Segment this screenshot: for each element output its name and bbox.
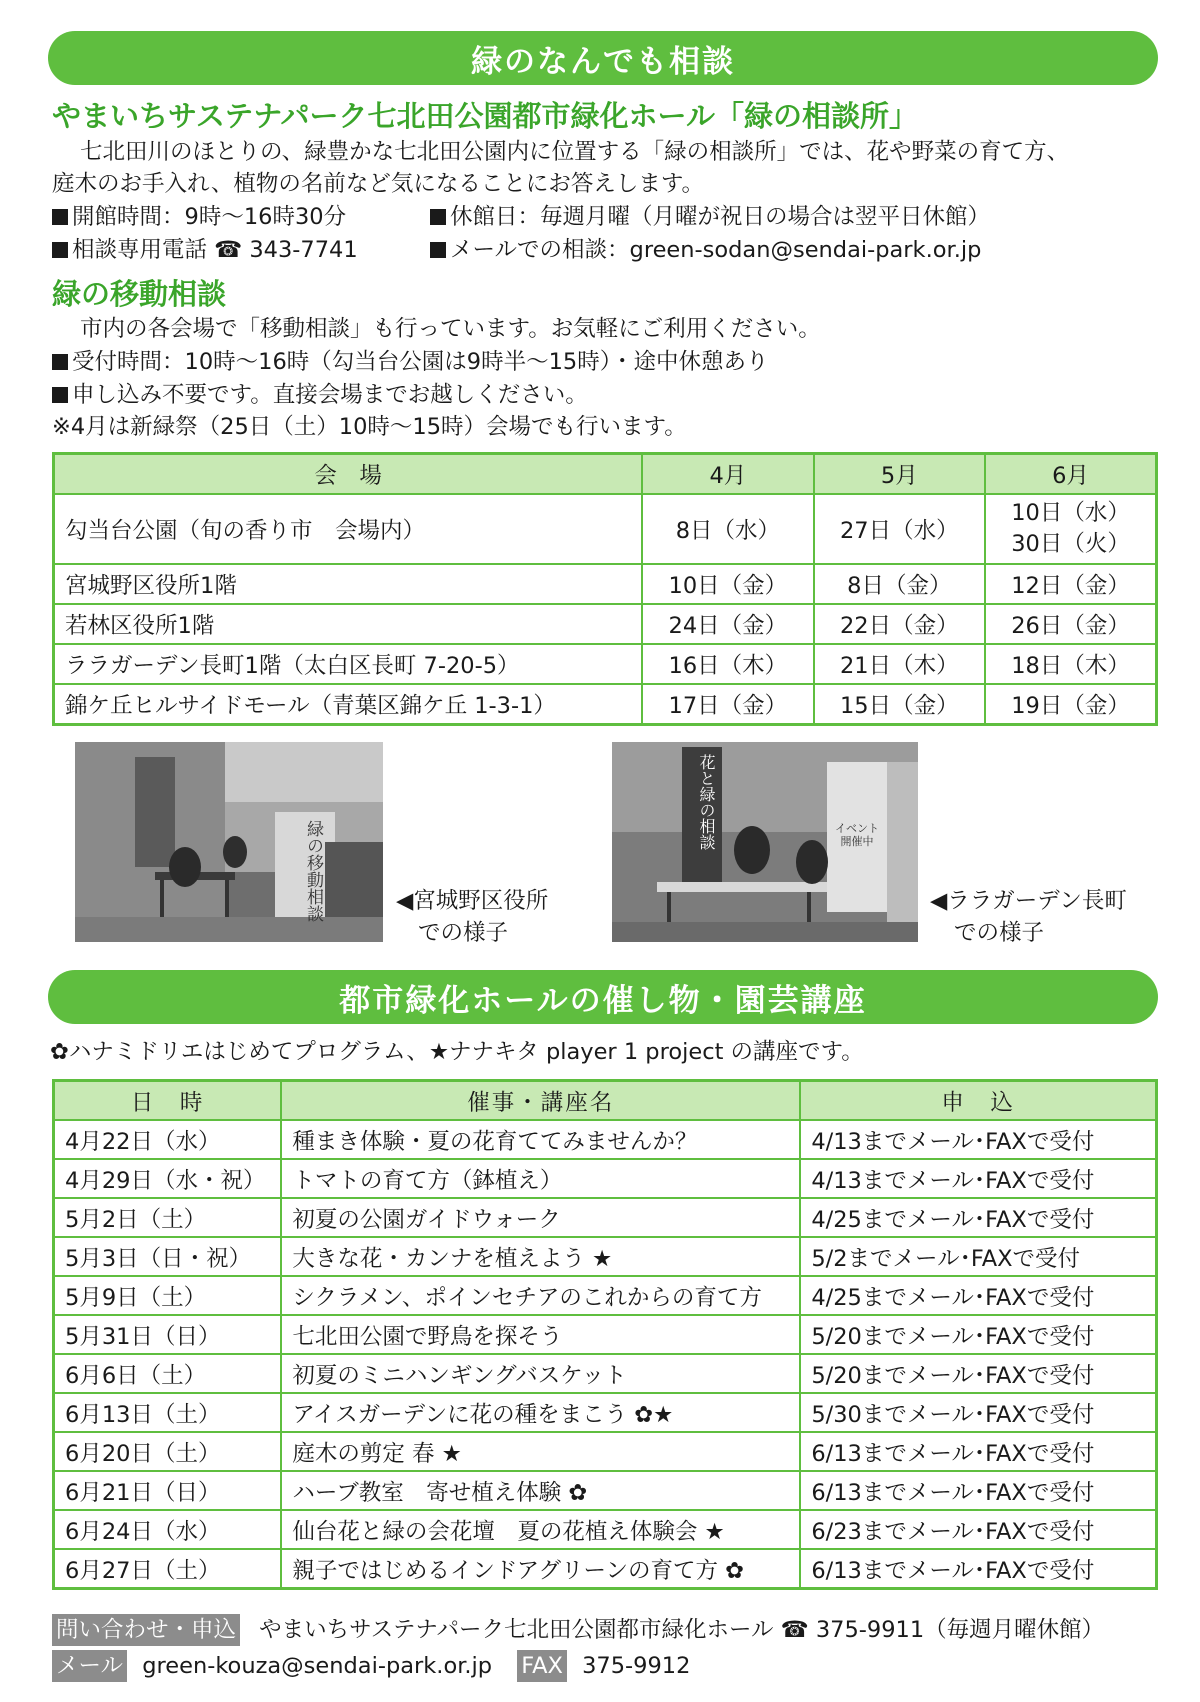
event-name: 庭木の剪定 春 ★ bbox=[281, 1432, 800, 1471]
date-cell: 19日（金） bbox=[985, 684, 1156, 725]
photo2-caption-2: での様子 bbox=[954, 920, 1045, 946]
mobile-hours-line bbox=[52, 346, 768, 378]
photo1-sign-text: 緑の移動相談 bbox=[303, 820, 323, 922]
date-line: 30日（火） bbox=[1011, 531, 1130, 557]
date-cell: 10日（金） bbox=[642, 564, 813, 604]
event-name: 初夏のミニハンギングバスケット bbox=[281, 1354, 800, 1393]
event-name: 七北田公園で野鳥を探そう bbox=[281, 1315, 800, 1354]
photo-miyagino bbox=[75, 742, 383, 942]
event-name: 仙台花と緑の会花壇 夏の花植え体験会 ★ bbox=[281, 1510, 800, 1549]
date-cell: 8日（金） bbox=[814, 564, 985, 604]
column-header: 催事・講座名 bbox=[281, 1081, 800, 1121]
bullet-square-icon bbox=[52, 209, 68, 225]
section-banner-consult: 緑のなんでも相談 bbox=[48, 31, 1158, 85]
event-apply: 5/30までメール･FAXで受付 bbox=[800, 1393, 1156, 1432]
event-date: 5月9日（土） bbox=[54, 1276, 282, 1315]
section-banner-events: 都市緑化ホールの催し物・園芸講座 bbox=[48, 970, 1158, 1024]
table-row bbox=[54, 684, 1157, 725]
photo1-caption-1: ◀宮城野区役所 bbox=[396, 888, 549, 914]
event-apply: 6/13までメール･FAXで受付 bbox=[800, 1432, 1156, 1471]
date-cell-multi bbox=[985, 494, 1156, 564]
table-row bbox=[54, 494, 1157, 564]
table-header-row bbox=[54, 1081, 1157, 1121]
table-row bbox=[54, 1159, 1157, 1198]
date-cell: 12日（金） bbox=[985, 564, 1156, 604]
date-line: 10日（水） bbox=[1011, 500, 1130, 526]
venue-cell: 宮城野区役所1階 bbox=[54, 564, 643, 604]
bullet-square-icon bbox=[52, 242, 68, 258]
venue-cell: 若林区役所1階 bbox=[54, 604, 643, 644]
date-cell: 22日（金） bbox=[814, 604, 985, 644]
mobile-hours: 受付時間：10時～16時（勾当台公園は9時半～15時）・途中休憩あり bbox=[72, 349, 769, 375]
event-date: 6月13日（土） bbox=[54, 1393, 282, 1432]
fax-number: 375-9912 bbox=[582, 1653, 691, 1679]
phone-line bbox=[52, 234, 358, 266]
photo-lalagarden bbox=[612, 742, 918, 942]
event-name: 親子ではじめるインドアグリーンの育て方 ✿ bbox=[281, 1549, 800, 1589]
table-row bbox=[54, 1471, 1157, 1510]
event-name: 種まき体験・夏の花育ててみませんか？ bbox=[281, 1120, 800, 1159]
opening-hours: 開館時間：9時～16時30分 bbox=[72, 204, 347, 230]
table-header-row bbox=[54, 454, 1157, 495]
event-date: 6月21日（日） bbox=[54, 1471, 282, 1510]
date-cell: 18日（木） bbox=[985, 644, 1156, 684]
mobile-consult-title: 緑の移動相談 bbox=[52, 277, 227, 311]
bullet-square-icon bbox=[430, 209, 446, 225]
mail-label: メール bbox=[52, 1650, 127, 1682]
fax-label: FAX bbox=[517, 1650, 567, 1682]
column-header: 会 場 bbox=[54, 454, 643, 495]
date-cell: 17日（金） bbox=[642, 684, 813, 725]
event-apply: 4/13までメール･FAXで受付 bbox=[800, 1120, 1156, 1159]
table-row bbox=[54, 644, 1157, 684]
event-name: トマトの育て方（鉢植え） bbox=[281, 1159, 800, 1198]
table-row bbox=[54, 1354, 1157, 1393]
event-apply: 5/2までメール･FAXで受付 bbox=[800, 1237, 1156, 1276]
event-date: 4月22日（水） bbox=[54, 1120, 282, 1159]
bullet-square-icon bbox=[52, 354, 68, 370]
event-date: 6月27日（土） bbox=[54, 1549, 282, 1589]
column-header: 日 時 bbox=[54, 1081, 282, 1121]
date-cell: 21日（木） bbox=[814, 644, 985, 684]
event-date: 6月24日（水） bbox=[54, 1510, 282, 1549]
event-apply: 4/25までメール･FAXで受付 bbox=[800, 1276, 1156, 1315]
no-booking-line bbox=[52, 379, 588, 411]
table-row bbox=[54, 1198, 1157, 1237]
photo-miyagino-illustration bbox=[75, 742, 383, 942]
mobile-venue-table bbox=[52, 452, 1158, 726]
events-table bbox=[52, 1079, 1158, 1590]
table-row bbox=[54, 1276, 1157, 1315]
date-cell: 27日（水） bbox=[814, 494, 985, 564]
venue-cell: 勾当台公園（旬の香り市 会場内） bbox=[54, 494, 643, 564]
date-cell: 15日（金） bbox=[814, 684, 985, 725]
consult-intro-1: 七北田川のほとりの、緑豊かな七北田公園内に位置する「緑の相談所」では、花や野菜の育て方、 bbox=[80, 139, 1070, 165]
event-date: 4月29日（水・祝） bbox=[54, 1159, 282, 1198]
bullet-square-icon bbox=[430, 242, 446, 258]
event-apply: 5/20までメール･FAXで受付 bbox=[800, 1315, 1156, 1354]
event-apply: 5/20までメール･FAXで受付 bbox=[800, 1354, 1156, 1393]
events-legend: ✿ハナミドリエはじめてプログラム、★ナナキタ player 1 project の講座です。 bbox=[50, 1039, 864, 1065]
event-apply: 4/13までメール･FAXで受付 bbox=[800, 1159, 1156, 1198]
closed-line bbox=[430, 201, 990, 233]
date-cell: 24日（金） bbox=[642, 604, 813, 644]
date-cell: 16日（木） bbox=[642, 644, 813, 684]
email-line bbox=[430, 234, 981, 266]
date-cell: 8日（水） bbox=[642, 494, 813, 564]
table-row bbox=[54, 1315, 1157, 1354]
hours-line bbox=[52, 201, 346, 233]
table-row bbox=[54, 1510, 1157, 1549]
event-apply: 6/13までメール･FAXで受付 bbox=[800, 1471, 1156, 1510]
photo2-caption-1: ◀ララガーデン長町 bbox=[930, 888, 1127, 914]
consult-title: やまいちサステナパーク七北田公園都市緑化ホール「緑の相談所」 bbox=[52, 99, 918, 133]
table-row bbox=[54, 1393, 1157, 1432]
column-header: 5月 bbox=[814, 454, 985, 495]
table-row bbox=[54, 1237, 1157, 1276]
event-apply: 6/23までメール･FAXで受付 bbox=[800, 1510, 1156, 1549]
event-name: アイスガーデンに花の種をまこう ✿★ bbox=[281, 1393, 800, 1432]
date-cell: 26日（金） bbox=[985, 604, 1156, 644]
table-row bbox=[54, 1432, 1157, 1471]
photo2-sign-text: 花と緑の相談 bbox=[697, 754, 716, 850]
column-header: 申 込 bbox=[800, 1081, 1156, 1121]
mail-address[interactable]: green-kouza@sendai-park.or.jp bbox=[142, 1653, 493, 1679]
consult-phone: 相談専用電話 ☎ 343-7741 bbox=[72, 237, 358, 263]
mail-fax-line bbox=[52, 1650, 690, 1682]
event-date: 6月20日（土） bbox=[54, 1432, 282, 1471]
column-header: 6月 bbox=[985, 454, 1156, 495]
event-date: 6月6日（土） bbox=[54, 1354, 282, 1393]
no-booking: 申し込み不要です。直接会場までお越しください。 bbox=[72, 382, 588, 408]
event-name: 大きな花・カンナを植えよう ★ bbox=[281, 1237, 800, 1276]
inquiry-line bbox=[52, 1614, 1104, 1646]
inquiry-text: やまいちサステナパーク七北田公園都市緑化ホール ☎ 375-9911（毎週月曜休館） bbox=[259, 1617, 1105, 1643]
consult-intro-2: 庭木のお手入れ、植物の名前など気になることにお答えします。 bbox=[52, 171, 705, 197]
table-row bbox=[54, 1120, 1157, 1159]
mobile-intro: 市内の各会場で「移動相談」も行っています。お気軽にご利用ください。 bbox=[80, 316, 821, 342]
april-note: ※4月は新緑祭（25日（土）10時～15時）会場でも行います。 bbox=[52, 414, 687, 440]
venue-cell: ララガーデン長町1階（太白区長町 7-20-5） bbox=[54, 644, 643, 684]
venue-cell: 錦ケ丘ヒルサイドモール（青葉区錦ケ丘 1-3-1） bbox=[54, 684, 643, 725]
event-name: シクラメン、ポインセチアのこれからの育て方 bbox=[281, 1276, 800, 1315]
inquiry-label: 問い合わせ・申込 bbox=[52, 1614, 240, 1646]
consult-email[interactable]: メールでの相談：green-sodan@sendai-park.or.jp bbox=[450, 237, 982, 263]
event-apply: 6/13までメール･FAXで受付 bbox=[800, 1549, 1156, 1589]
event-date: 5月3日（日・祝） bbox=[54, 1237, 282, 1276]
closed-days: 休館日：毎週月曜（月曜が祝日の場合は翌平日休館） bbox=[450, 204, 991, 230]
table-row bbox=[54, 1549, 1157, 1589]
event-name: ハーブ教室 寄せ植え体験 ✿ bbox=[281, 1471, 800, 1510]
photo1-caption-2: での様子 bbox=[418, 920, 509, 946]
table-row bbox=[54, 604, 1157, 644]
photo2-board-text: イベント開催中 bbox=[835, 822, 879, 848]
column-header: 4月 bbox=[642, 454, 813, 495]
bullet-square-icon bbox=[52, 387, 68, 403]
table-row bbox=[54, 564, 1157, 604]
event-date: 5月2日（土） bbox=[54, 1198, 282, 1237]
event-apply: 4/25までメール･FAXで受付 bbox=[800, 1198, 1156, 1237]
event-name: 初夏の公園ガイドウォーク bbox=[281, 1198, 800, 1237]
event-date: 5月31日（日） bbox=[54, 1315, 282, 1354]
